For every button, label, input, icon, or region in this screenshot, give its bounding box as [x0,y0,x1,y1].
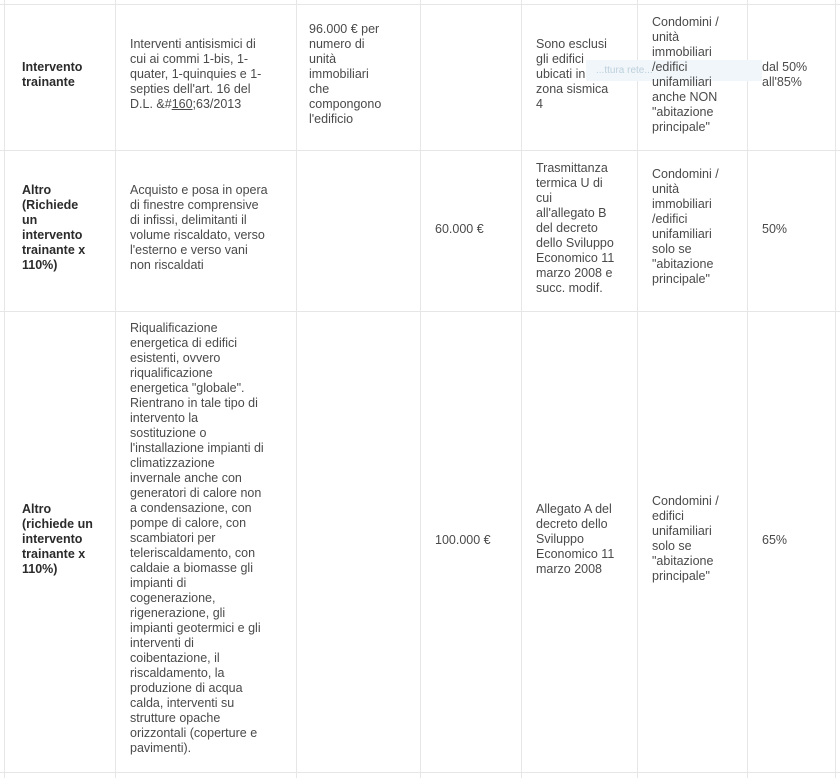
row-beneficiaries: Condomini / unità immobiliari /edifici unifamiliari solo se "abitazione principale" [652,167,719,286]
row-beneficiaries: Condomini / edifici unifamiliari solo se "abitazione principale" [652,494,719,583]
row-limit: 100.000 € [435,533,491,547]
row-requirements: Trasmittanza termica U di cui all'allegato B del decreto dello Sviluppo Economico 11 marzo 2008 e succ. modif. [536,161,615,295]
row-label: Altro (richiede un intervento trainante x 110%) [22,502,93,576]
table-border [747,0,748,778]
table-border [420,0,421,778]
row-beneficiaries: Condomini / unità immobiliari /edifici unifamiliari anche NON "abitazione principale" [652,15,719,134]
row-rate: 50% [762,222,788,236]
table-border [296,0,297,778]
table-border [835,0,836,778]
row-limit-per-unit: 96.000 € per numero di unità immobiliari che compongono l'edificio [309,22,382,126]
row-requirements: Allegato A del decreto dello Sviluppo Economico 11 marzo 2008 [536,502,615,576]
table-border [0,4,840,5]
table-border [0,311,840,312]
table-border [521,0,522,778]
table-border [115,0,116,778]
row-label: Altro (Richiede un intervento trainante x 110%) [22,183,86,272]
row-description: Riqualificazione energetica di edifici esistenti, ovvero riqualificazione energetica "globale". Rientrano in tale tipo di intervento la sostituzione o l'installazione impianti di climatizzazione invernale anche con generatori di calore non a condensazione, con pompe di calore, con scambiatori per teleriscaldamento, con caldaie a biomasse gli impianti di cogenerazione, rigenerazione, gli impianti geotermici e gli interventi di coibentazione, il riscaldamento, la produzione di acqua calda, interventi su strutture opache orizzontali (coperture e pavimenti). [130,321,264,755]
table-border [0,772,840,773]
ghost-overlay-text: ...ttura rete... [586,60,762,81]
row-rate: 65% [762,533,788,547]
row-label: Intervento trainante [22,60,83,89]
row-description: Acquisto e posa in opera di finestre comprensive di infissi, delimitanti il volume riscaldato, verso l'esterno e verso vani non riscaldati [130,183,268,272]
table-border [0,150,840,151]
table-border [4,0,5,778]
row-description: Interventi antisismici di cui ai commi 1-bis, 1- quater, 1-quinquies e 1- septies dell'art. 16 del D.L. &#160;63/2013 [130,37,262,111]
table-border [637,0,638,778]
row-rate: dal 50% all'85% [762,60,808,89]
row-requirements: Sono esclusi gli edifici ubicati in zona sismica 4 [536,37,609,111]
row-limit: 60.000 € [435,222,484,236]
